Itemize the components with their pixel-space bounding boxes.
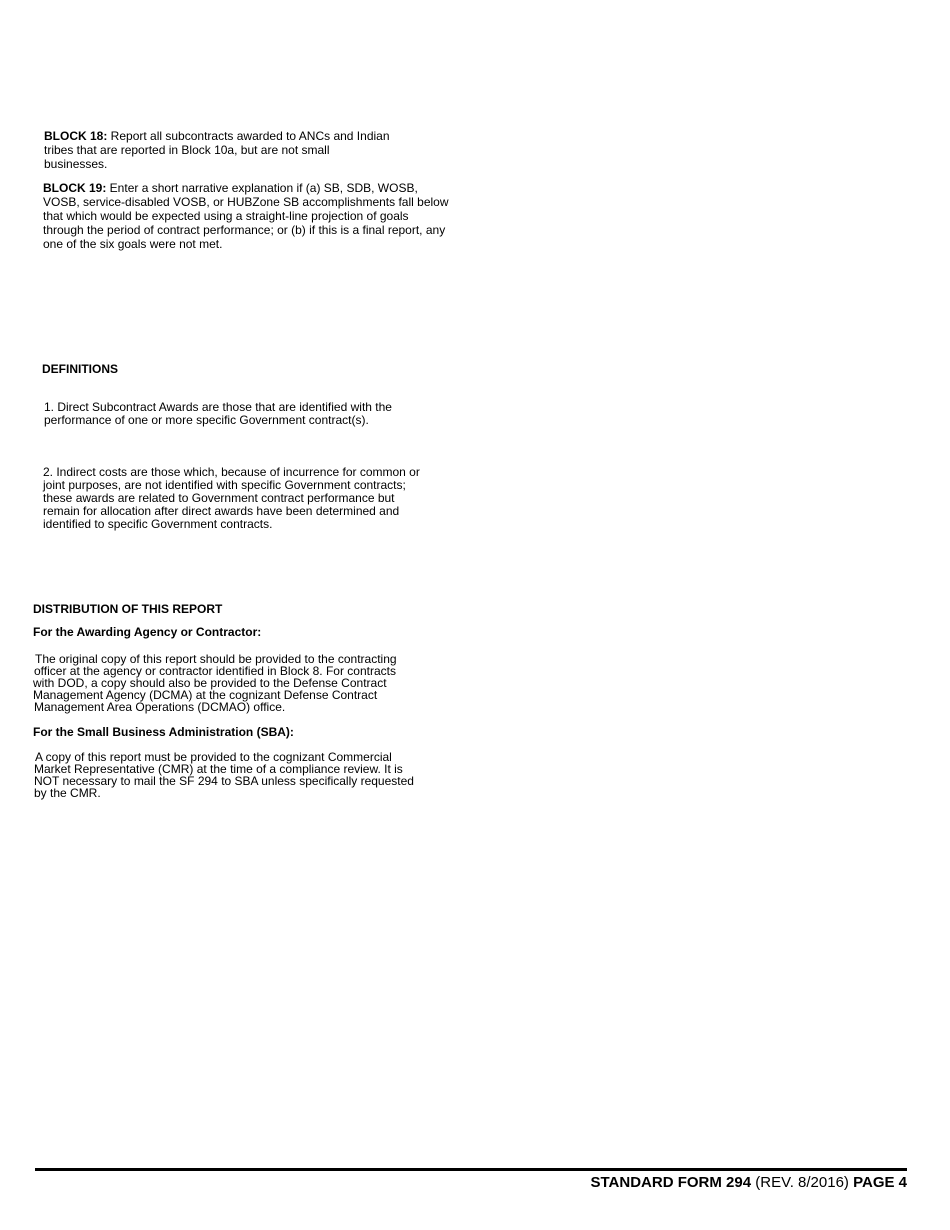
block-19-instructions <box>43 181 483 251</box>
block-18-line: Report all subcontracts awarded to ANCs and Indian <box>107 129 390 143</box>
distribution-heading: DISTRIBUTION OF THIS REPORT <box>33 602 223 616</box>
block-19-label: BLOCK 19: <box>43 181 107 195</box>
definition-line: 2. Indirect costs are those which, because of incurrence for common or <box>43 465 420 479</box>
definition-line: joint purposes, are not identified with specific Government contracts; <box>43 478 406 492</box>
sba-line: NOT necessary to mail the SF 294 to SBA unless specifically requested <box>34 774 414 788</box>
definition-item-2 <box>43 466 463 531</box>
definition-line: performance of one or more specific Government contract(s). <box>44 413 369 427</box>
agency-heading: For the Awarding Agency or Contractor: <box>33 625 262 639</box>
definition-item-1 <box>44 401 464 427</box>
footer-rule <box>35 1168 907 1171</box>
sba-line: Market Representative (CMR) at the time of a compliance review. It is <box>34 762 403 776</box>
agency-line: Management Area Operations (DCMAO) office. <box>34 700 286 714</box>
agency-paragraph <box>33 653 453 713</box>
form-name: STANDARD FORM 294 <box>590 1174 752 1191</box>
block-18-line: businesses. <box>44 157 108 171</box>
block-18-line: tribes that are reported in Block 10a, but are not small <box>44 143 330 157</box>
agency-line: with DOD, a copy should also be provided to the Defense Contract <box>33 676 387 690</box>
definitions-heading: DEFINITIONS <box>42 362 119 376</box>
agency-line: officer at the agency or contractor identified in Block 8. For contracts <box>34 664 396 678</box>
sba-line: A copy of this report must be provided to the cognizant Commercial <box>35 750 392 764</box>
block-19-line: one of the six goals were not met. <box>43 237 223 251</box>
sba-line: by the CMR. <box>34 786 101 800</box>
agency-line: The original copy of this report should be provided to the contracting <box>35 652 397 666</box>
block-19-line: that which would be expected using a straight-line projection of goals <box>43 209 409 223</box>
form-revision: (REV. 8/2016) <box>751 1174 854 1191</box>
form-footer <box>591 1174 908 1192</box>
block-18-label: BLOCK 18: <box>44 129 108 143</box>
sba-paragraph <box>34 751 454 799</box>
block-19-line: Enter a short narrative explanation if (a) SB, SDB, WOSB, <box>106 181 418 195</box>
block-19-line: VOSB, service-disabled VOSB, or HUBZone SB accomplishments fall below <box>43 195 449 209</box>
definition-line: 1. Direct Subcontract Awards are those that are identified with the <box>44 400 392 414</box>
definition-line: remain for allocation after direct awards have been determined and <box>43 504 400 518</box>
block-18-instructions <box>44 129 464 171</box>
sba-heading: For the Small Business Administration (SBA): <box>33 725 294 739</box>
page-number: PAGE 4 <box>853 1174 907 1191</box>
definition-line: these awards are related to Government contract performance but <box>43 491 395 505</box>
agency-line: Management Agency (DCMA) at the cognizant Defense Contract <box>33 688 378 702</box>
definition-line: identified to specific Government contracts. <box>43 517 273 531</box>
block-19-line: through the period of contract performance; or (b) if this is a final report, any <box>43 223 446 237</box>
